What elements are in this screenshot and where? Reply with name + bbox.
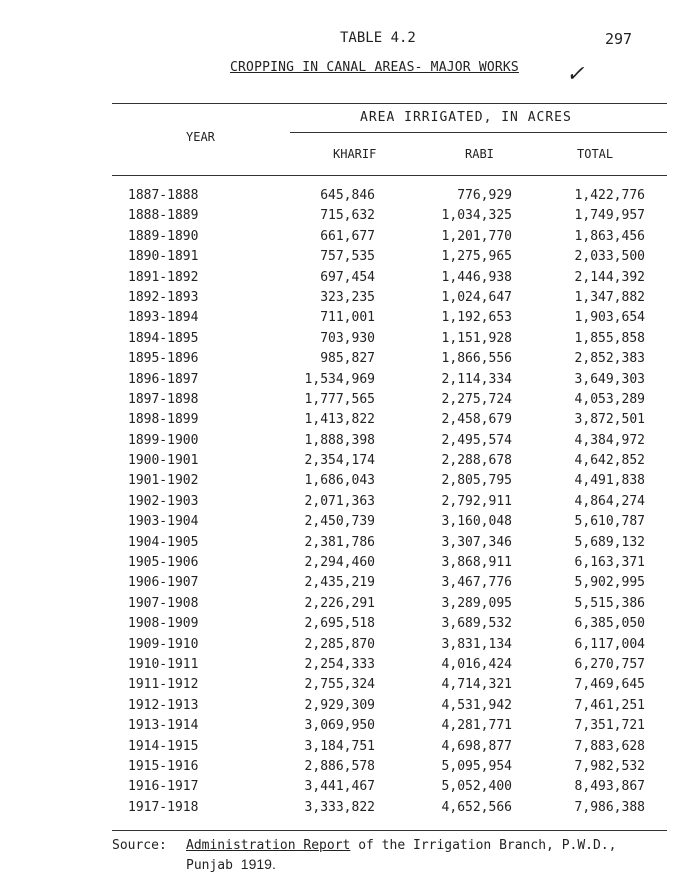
kharif-cell: 645,846: [320, 188, 375, 203]
total-cell: 6,270,757: [574, 656, 645, 672]
rabi-cell: 5,052,400: [441, 779, 512, 795]
year-cell: 1887-1888: [128, 188, 199, 203]
total-cell: 7,461,251: [574, 697, 645, 713]
table-row: [0, 270, 700, 290]
rabi-cell: 1,024,647: [441, 289, 512, 305]
table-row: [0, 208, 700, 228]
kharif-cell: 3,333,822: [304, 799, 375, 815]
rabi-cell: 776,929: [457, 188, 512, 203]
total-cell: 1,749,957: [574, 208, 645, 224]
rabi-cell: 3,307,346: [441, 534, 512, 550]
total-cell: 4,053,289: [574, 391, 645, 407]
year-cell: 1898-1899: [128, 412, 199, 428]
rabi-cell: 4,652,566: [441, 799, 512, 815]
year-cell: 1891-1892: [128, 269, 199, 285]
total-cell: 2,144,392: [574, 269, 645, 285]
kharif-cell: 2,695,518: [304, 616, 375, 632]
table-row: [0, 290, 700, 310]
rabi-cell: 2,792,911: [441, 493, 512, 509]
year-cell: 1917-1918: [128, 799, 199, 815]
kharif-cell: 2,755,324: [304, 677, 375, 693]
total-cell: 1,422,776: [574, 188, 645, 203]
kharif-cell: 1,534,969: [304, 371, 375, 387]
total-cell: 5,902,995: [574, 575, 645, 591]
kharif-cell: 2,226,291: [304, 595, 375, 611]
rabi-cell: 1,201,770: [441, 228, 512, 244]
kharif-cell: 1,413,822: [304, 412, 375, 428]
kharif-cell: 697,454: [320, 269, 375, 285]
year-cell: 1907-1908: [128, 595, 199, 611]
rabi-cell: 3,467,776: [441, 575, 512, 591]
year-column-header: YEAR: [186, 130, 215, 144]
total-cell: 6,117,004: [574, 636, 645, 652]
kharif-cell: 2,435,219: [304, 575, 375, 591]
total-cell: 6,163,371: [574, 555, 645, 571]
table-title: CROPPING IN CANAL AREAS- MAJOR WORKS: [230, 60, 519, 75]
source-publisher: of the Irrigation Branch, P.W.D.,: [350, 838, 617, 853]
kharif-cell: 715,632: [320, 208, 375, 224]
year-cell: 1892-1893: [128, 289, 199, 305]
year-cell: 1894-1895: [128, 330, 199, 346]
kharif-cell: 711,001: [320, 310, 375, 326]
source-citation: [186, 838, 616, 853]
rabi-cell: 3,160,048: [441, 514, 512, 530]
table-row: [0, 555, 700, 575]
kharif-cell: 2,294,460: [304, 555, 375, 571]
table-row: [0, 412, 700, 432]
total-cell: 5,515,386: [574, 595, 645, 611]
year-cell: 1902-1903: [128, 493, 199, 509]
column-header-rule: [112, 175, 667, 176]
kharif-cell: 1,888,398: [304, 432, 375, 448]
kharif-cell: 323,235: [320, 289, 375, 305]
total-cell: 2,033,500: [574, 249, 645, 265]
rabi-cell: 2,495,574: [441, 432, 512, 448]
table-row: [0, 351, 700, 371]
year-cell: 1890-1891: [128, 249, 199, 265]
year-cell: 1888-1889: [128, 208, 199, 224]
table-row: [0, 800, 700, 820]
rabi-cell: 4,714,321: [441, 677, 512, 693]
table-row: [0, 453, 700, 473]
total-cell: 7,982,532: [574, 758, 645, 774]
group-header-rule: [290, 132, 667, 133]
source-citation-continued: [186, 856, 276, 873]
total-cell: 7,986,388: [574, 799, 645, 815]
total-cell: 5,610,787: [574, 514, 645, 530]
year-cell: 1900-1901: [128, 453, 199, 469]
kharif-cell: 1,686,043: [304, 473, 375, 489]
table-row: [0, 596, 700, 616]
year-cell: 1914-1915: [128, 738, 199, 754]
year-cell: 1910-1911: [128, 656, 199, 672]
rabi-cell: 5,095,954: [441, 758, 512, 774]
kharif-cell: 2,285,870: [304, 636, 375, 652]
checkmark-icon: ✓: [566, 62, 585, 87]
source-place: Punjab: [186, 858, 241, 873]
kharif-cell: 661,677: [320, 228, 375, 244]
table-row: [0, 188, 700, 208]
year-cell: 1889-1890: [128, 228, 199, 244]
total-cell: 1,347,882: [574, 289, 645, 305]
total-cell: 2,852,383: [574, 351, 645, 367]
rabi-column-header: RABI: [465, 147, 494, 161]
table-row: [0, 739, 700, 759]
rabi-cell: 2,805,795: [441, 473, 512, 489]
year-cell: 1915-1916: [128, 758, 199, 774]
source-report-title: Administration Report: [186, 838, 351, 853]
kharif-cell: 3,441,467: [304, 779, 375, 795]
table-label: TABLE 4.2: [340, 30, 416, 46]
rabi-cell: 4,698,877: [441, 738, 512, 754]
total-cell: 6,385,050: [574, 616, 645, 632]
rabi-cell: 2,114,334: [441, 371, 512, 387]
rabi-cell: 3,289,095: [441, 595, 512, 611]
year-cell: 1897-1898: [128, 391, 199, 407]
table-row: [0, 310, 700, 330]
total-cell: 4,491,838: [574, 473, 645, 489]
year-cell: 1905-1906: [128, 555, 199, 571]
total-cell: 5,689,132: [574, 534, 645, 550]
table-row: [0, 616, 700, 636]
total-cell: 4,384,972: [574, 432, 645, 448]
year-cell: 1899-1900: [128, 432, 199, 448]
rabi-cell: 4,531,942: [441, 697, 512, 713]
table-row: [0, 677, 700, 697]
source-label: Source:: [112, 838, 167, 853]
total-cell: 4,642,852: [574, 453, 645, 469]
rabi-cell: 3,689,532: [441, 616, 512, 632]
kharif-cell: 985,827: [320, 351, 375, 367]
table-row: [0, 473, 700, 493]
kharif-cell: 1,777,565: [304, 391, 375, 407]
kharif-cell: 2,886,578: [304, 758, 375, 774]
rabi-cell: 1,275,965: [441, 249, 512, 265]
total-cell: 1,903,654: [574, 310, 645, 326]
rabi-cell: 1,192,653: [441, 310, 512, 326]
total-cell: 7,469,645: [574, 677, 645, 693]
year-cell: 1903-1904: [128, 514, 199, 530]
table-row: [0, 698, 700, 718]
table-row: [0, 249, 700, 269]
year-cell: 1912-1913: [128, 697, 199, 713]
total-cell: 4,864,274: [574, 493, 645, 509]
bottom-rule: [112, 830, 667, 831]
kharif-cell: 703,930: [320, 330, 375, 346]
table-row: [0, 494, 700, 514]
rabi-cell: 2,288,678: [441, 453, 512, 469]
total-cell: 3,649,303: [574, 371, 645, 387]
kharif-cell: 2,381,786: [304, 534, 375, 550]
kharif-cell: 2,450,739: [304, 514, 375, 530]
year-cell: 1895-1896: [128, 351, 199, 367]
table-row: [0, 637, 700, 657]
year-cell: 1913-1914: [128, 718, 199, 734]
table-row: [0, 657, 700, 677]
table-row: [0, 535, 700, 555]
page-number: 297: [605, 30, 633, 48]
year-cell: 1909-1910: [128, 636, 199, 652]
total-cell: 1,863,456: [574, 228, 645, 244]
top-rule: [112, 103, 667, 104]
rabi-cell: 2,458,679: [441, 412, 512, 428]
year-cell: 1906-1907: [128, 575, 199, 591]
source-year: 1919.: [240, 856, 276, 872]
table-row: [0, 759, 700, 779]
year-cell: 1908-1909: [128, 616, 199, 632]
kharif-cell: 2,929,309: [304, 697, 375, 713]
year-cell: 1896-1897: [128, 371, 199, 387]
year-cell: 1911-1912: [128, 677, 199, 693]
total-cell: 7,351,721: [574, 718, 645, 734]
rabi-cell: 3,831,134: [441, 636, 512, 652]
rabi-cell: 4,016,424: [441, 656, 512, 672]
year-cell: 1904-1905: [128, 534, 199, 550]
total-cell: 7,883,628: [574, 738, 645, 754]
kharif-column-header: KHARIF: [333, 147, 377, 161]
year-cell: 1916-1917: [128, 779, 199, 795]
kharif-cell: 3,184,751: [304, 738, 375, 754]
rabi-cell: 1,446,938: [441, 269, 512, 285]
year-cell: 1901-1902: [128, 473, 199, 489]
rabi-cell: 3,868,911: [441, 555, 512, 571]
kharif-cell: 2,354,174: [304, 453, 375, 469]
table-row: [0, 372, 700, 392]
table-row: [0, 229, 700, 249]
table-row: [0, 718, 700, 738]
rabi-cell: 1,866,556: [441, 351, 512, 367]
total-cell: 1,855,858: [574, 330, 645, 346]
table-row: [0, 575, 700, 595]
table-row: [0, 392, 700, 412]
rabi-cell: 1,034,325: [441, 208, 512, 224]
kharif-cell: 757,535: [320, 249, 375, 265]
total-column-header: TOTAL: [577, 147, 614, 161]
kharif-cell: 2,254,333: [304, 656, 375, 672]
area-irrigated-header: AREA IRRIGATED, IN ACRES: [360, 110, 572, 125]
total-cell: 8,493,867: [574, 779, 645, 795]
table-row: [0, 433, 700, 453]
table-row: [0, 779, 700, 799]
kharif-cell: 3,069,950: [304, 718, 375, 734]
table-body: [0, 188, 700, 820]
rabi-cell: 4,281,771: [441, 718, 512, 734]
table-row: [0, 514, 700, 534]
table-row: [0, 331, 700, 351]
rabi-cell: 2,275,724: [441, 391, 512, 407]
year-cell: 1893-1894: [128, 310, 199, 326]
total-cell: 3,872,501: [574, 412, 645, 428]
rabi-cell: 1,151,928: [441, 330, 512, 346]
kharif-cell: 2,071,363: [304, 493, 375, 509]
